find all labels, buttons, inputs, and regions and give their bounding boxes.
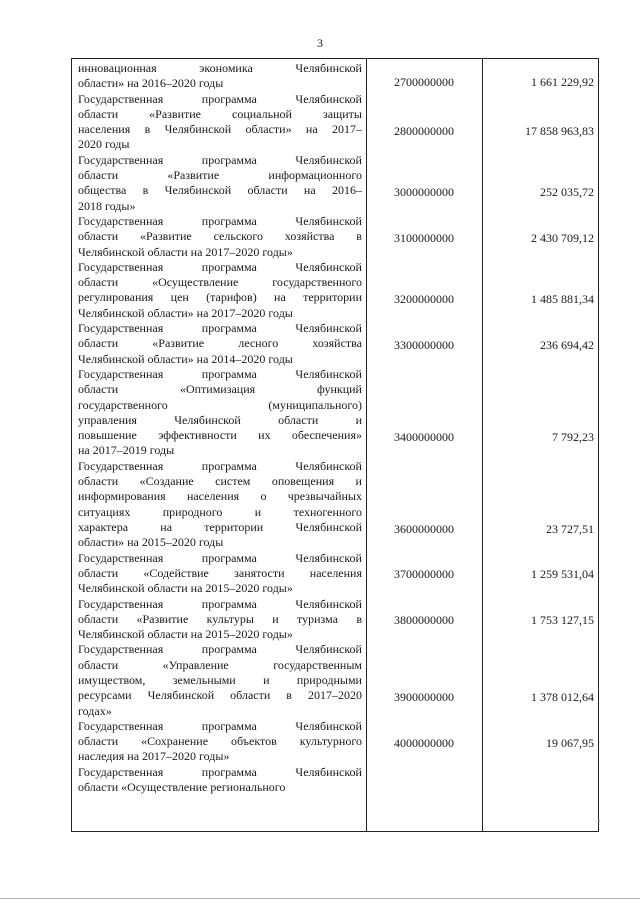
program-name-line: области «Развитие лесного хозяйства <box>78 336 362 351</box>
scan-speck <box>598 820 600 822</box>
program-name <box>78 321 362 367</box>
program-name-line: Государственная программа Челябинской <box>78 550 362 565</box>
table-row <box>72 321 598 367</box>
program-name-line: области «Управление государственным <box>78 657 362 672</box>
program-name-line: имуществом, земельными и природными <box>78 672 362 687</box>
program-code: 3600000000 <box>394 521 454 536</box>
program-code: 3300000000 <box>394 337 454 352</box>
program-name-line: Государственная программа Челябинской <box>78 259 362 274</box>
program-amount: 236 694,42 <box>540 337 594 352</box>
program-amount: 17 858 963,83 <box>525 123 594 138</box>
program-amount: 19 067,95 <box>546 735 594 750</box>
program-code: 3700000000 <box>394 567 454 582</box>
program-name-line: Государственная программа Челябинской <box>78 764 362 779</box>
program-name-line: Челябинской области на 2017–2020 годы» <box>78 244 293 259</box>
program-code: 3400000000 <box>394 429 454 444</box>
program-name <box>78 367 362 459</box>
program-amount: 1 378 012,64 <box>531 689 594 704</box>
program-amount: 1 259 531,04 <box>531 567 594 582</box>
table-row <box>72 551 598 597</box>
program-name-line: 2018 годы» <box>78 198 136 213</box>
program-name-line: области «Осуществление государственного <box>78 275 362 290</box>
program-name-line: Государственная программа Челябинской <box>78 642 362 657</box>
program-name-line: области» на 2015–2020 годы <box>78 535 224 550</box>
program-name-line: области «Оптимизация функций <box>78 382 362 397</box>
program-name-line: регулирования цен (тарифов) на территории <box>78 290 362 305</box>
program-amount: 1 485 881,34 <box>531 292 594 307</box>
program-name <box>78 642 362 718</box>
program-name-line: области «Развитие информационного <box>78 168 362 183</box>
program-name-line: государственного (муниципального) <box>78 397 362 412</box>
table-row <box>72 597 598 643</box>
table-row <box>72 153 598 214</box>
program-name <box>78 459 362 551</box>
program-name-line: годах» <box>78 703 112 718</box>
program-name <box>78 551 362 597</box>
table-row <box>72 92 598 153</box>
program-code: 3000000000 <box>394 184 454 199</box>
page-number: 3 <box>317 36 323 50</box>
program-name-line: Государственная программа Челябинской <box>78 321 362 336</box>
program-name-line: Государственная программа Челябинской <box>78 214 362 228</box>
program-name-line: Государственная программа Челябинской <box>78 91 362 106</box>
program-name <box>78 153 362 214</box>
program-name-line: области «Сохранение объектов культурного <box>78 734 362 749</box>
program-name-line: Челябинской области» на 2017–2020 годы <box>78 305 293 320</box>
program-name <box>78 214 362 260</box>
program-code: 3200000000 <box>394 292 454 307</box>
table-row <box>72 642 598 719</box>
program-code: 3900000000 <box>394 689 454 704</box>
program-amount: 1 661 229,92 <box>531 74 594 89</box>
scan-edge-line <box>0 898 640 899</box>
program-name-line: области «Развитие социальной защиты <box>78 106 362 121</box>
program-name-line: повышение эффективности их обеспечения» <box>78 428 362 443</box>
program-code: 3100000000 <box>394 230 454 245</box>
program-name-line: инновационная экономика Челябинской <box>78 61 362 75</box>
table-row <box>72 459 598 551</box>
program-name-line: ресурсами Челябинской области в 2017–2020 <box>78 688 362 703</box>
program-name-line: Государственная программа Челябинской <box>78 458 362 473</box>
program-code: 2700000000 <box>394 74 454 89</box>
program-name-line: области «Развитие сельского хозяйства в <box>78 229 362 244</box>
program-name-line: Челябинской области» на 2014–2020 годы <box>78 351 293 366</box>
budget-table <box>71 58 599 832</box>
table-row <box>72 214 598 260</box>
program-code: 4000000000 <box>394 735 454 750</box>
table-row <box>72 260 598 321</box>
program-name-line: на 2017–2019 годы <box>78 443 175 458</box>
program-amount: 252 035,72 <box>540 184 594 199</box>
program-name-line: области «Развитие культуры и туризма в <box>78 611 362 626</box>
table-row <box>72 61 598 92</box>
program-amount: 1 753 127,15 <box>531 613 594 628</box>
program-name-line: общества в Челябинской области на 2016– <box>78 183 362 198</box>
program-code: 3800000000 <box>394 613 454 628</box>
program-name <box>78 597 362 643</box>
program-amount: 2 430 709,12 <box>531 230 594 245</box>
program-code: 2800000000 <box>394 123 454 138</box>
program-name-line: характера на территории Челябинской <box>78 519 362 534</box>
program-name-line: области» на 2016–2020 годы <box>78 76 224 91</box>
program-name-line: Челябинской области на 2015–2020 годы» <box>78 627 293 642</box>
table-row <box>72 367 598 459</box>
program-name-line: Челябинской области на 2015–2020 годы» <box>78 581 293 596</box>
program-name-line: Государственная программа Челябинской <box>78 718 362 733</box>
program-name-line: области «Осуществление регионального <box>78 780 286 795</box>
program-name-line: области «Создание систем оповещения и <box>78 474 362 489</box>
program-amount: 7 792,23 <box>552 429 594 444</box>
table-row <box>72 765 598 796</box>
program-name <box>78 260 362 321</box>
program-name <box>78 719 362 765</box>
program-name-line: Государственная программа Челябинской <box>78 152 362 167</box>
program-name-line: наследия на 2017–2020 годы» <box>78 749 230 764</box>
program-name-line: области «Содействие занятости населения <box>78 565 362 580</box>
program-name-line: 2020 годы <box>78 137 130 152</box>
program-name-line: Государственная программа Челябинской <box>78 596 362 611</box>
program-name <box>78 92 362 153</box>
table-row <box>72 719 598 765</box>
program-name-line: Государственная программа Челябинской <box>78 367 362 381</box>
program-name-line: информирования населения о чрезвычайных <box>78 489 362 504</box>
program-name-line: управления Челябинской области и <box>78 412 362 427</box>
program-name-line: населения в Челябинской области» на 2017– <box>78 122 362 137</box>
program-amount: 23 727,51 <box>546 521 594 536</box>
program-name <box>78 765 362 796</box>
program-name-line: ситуациях природного и техногенного <box>78 504 362 519</box>
program-name <box>78 61 362 92</box>
